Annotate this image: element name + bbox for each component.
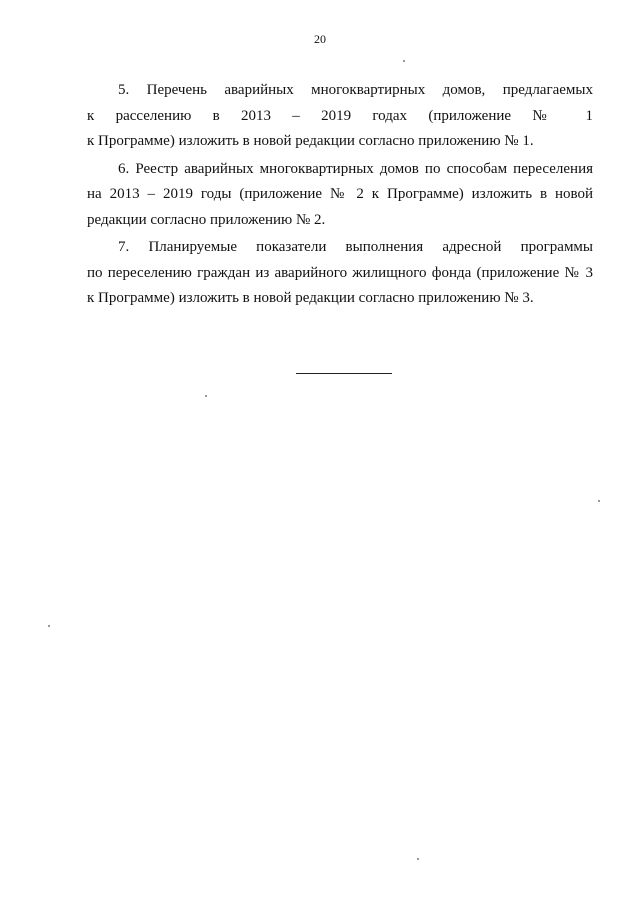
paragraph-item-7 [87,235,593,312]
paragraph-line: 5. Перечень аварийных многоквартирных домов, предлагаемых [118,82,593,98]
page-number: 20 [314,32,326,46]
scan-speck [417,858,419,860]
paragraph-line: к Программе) изложить в новой редакции согласно приложению № 3. [87,290,534,306]
scan-speck [598,500,600,502]
end-divider-line [296,373,392,374]
paragraph-line: 7. Планируемые показатели выполнения адресной программы [118,239,593,255]
paragraph-line: к Программе) изложить в новой редакции согласно приложению № 1. [87,133,534,149]
document-body [87,78,593,314]
paragraph-line: редакции согласно приложению № 2. [87,211,326,228]
paragraph-item-5 [87,78,593,155]
paragraph-line: по переселению граждан из аварийного жилищного фонда (приложение № 3 [87,264,593,281]
scan-speck [48,625,50,627]
scan-speck [403,60,405,62]
paragraph-item-6 [87,157,593,234]
paragraph-line: 6. Реестр аварийных многоквартирных домов по способам переселения [118,160,593,177]
paragraph-line: к расселению в 2013 – 2019 годах (приложение № 1 [87,107,593,124]
paragraph-line: на 2013 – 2019 годы (приложение № 2 к Программе) изложить в новой [87,186,593,202]
scan-speck [205,395,207,397]
